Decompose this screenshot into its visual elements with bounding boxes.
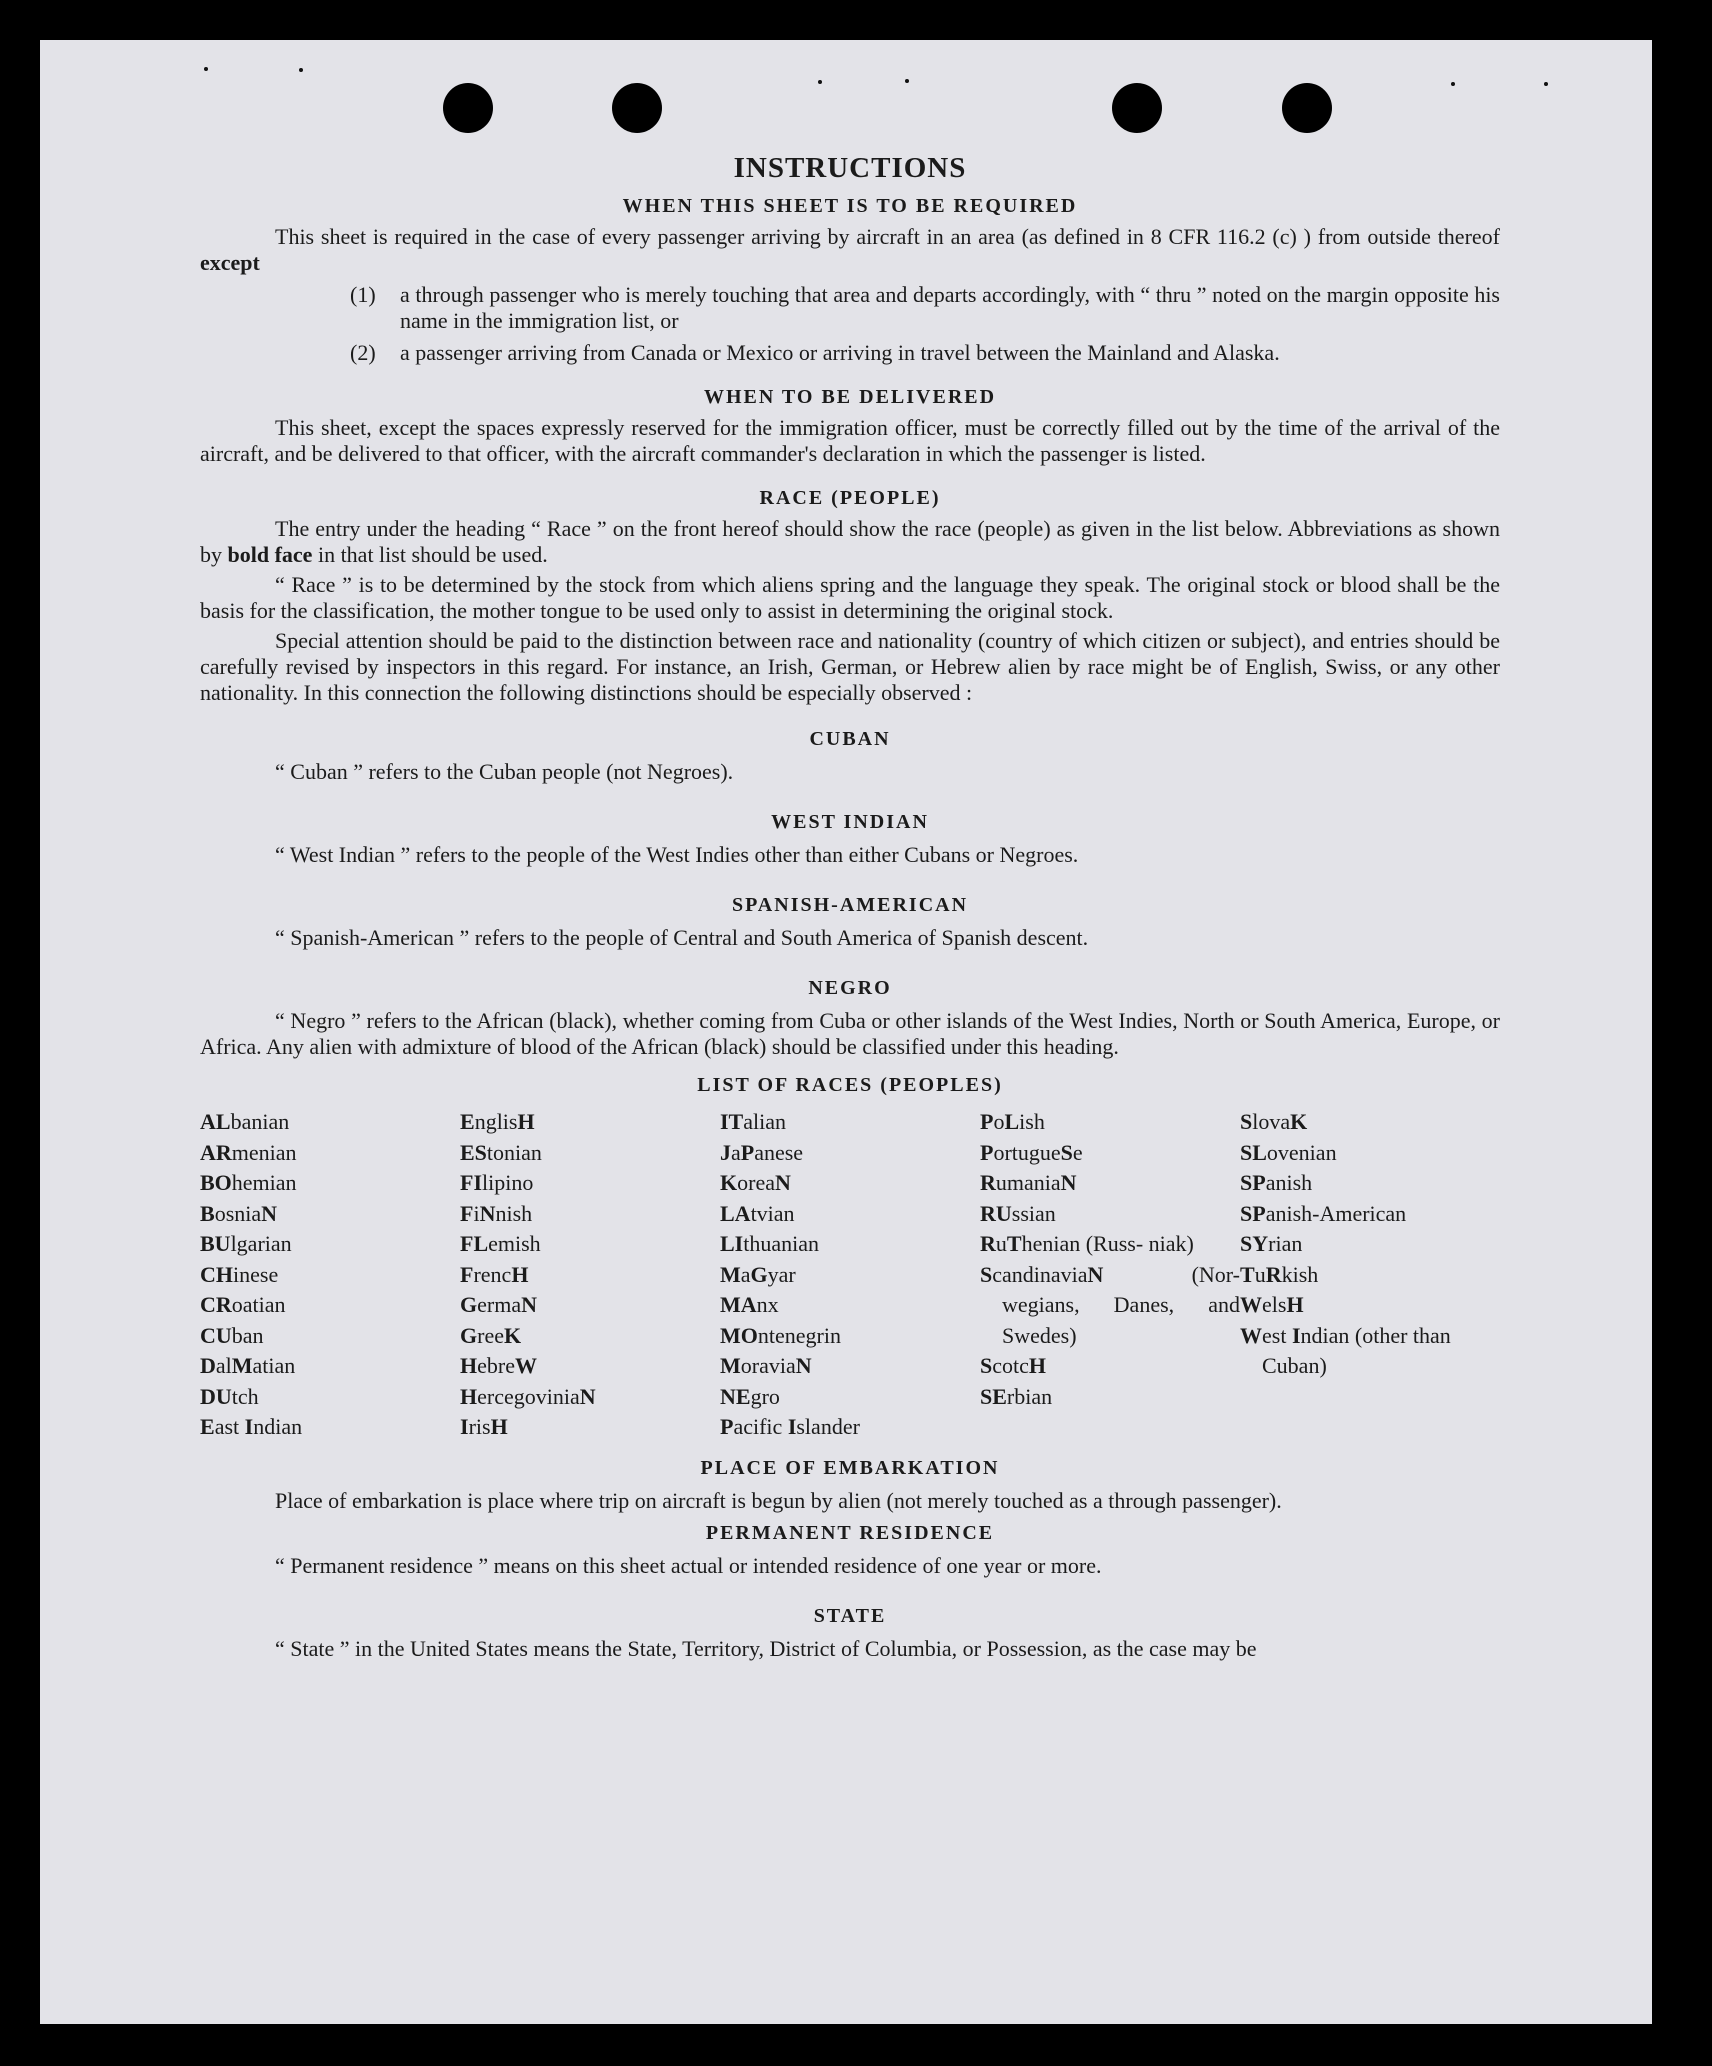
race-entry: LAtvian	[720, 1200, 795, 1226]
races-column	[460, 1107, 720, 1443]
race-entry: FLemish	[460, 1231, 541, 1256]
race-entry: ALbanian	[200, 1109, 290, 1134]
race-entry: SPanish	[1240, 1170, 1313, 1195]
speck	[1544, 82, 1548, 86]
punch-hole	[1282, 83, 1332, 133]
race-entry: KoreaN	[720, 1170, 791, 1195]
heading-cuban: CUBAN	[809, 728, 891, 750]
race-entry: RuThenian (Russ- niak)	[980, 1231, 1194, 1256]
heading-west-indian: WEST INDIAN	[771, 811, 929, 833]
race-entry: Pacific Islander	[720, 1414, 860, 1439]
heading-required: WHEN THIS SHEET IS TO BE REQUIRED	[622, 195, 1078, 217]
instruction-sheet	[40, 40, 1652, 2024]
speck	[1451, 82, 1455, 86]
race-entry: FiNnish	[460, 1200, 533, 1226]
race-entry: MoraviaN	[720, 1353, 812, 1378]
speck	[905, 79, 909, 83]
page-title: INSTRUCTIONS	[733, 152, 967, 184]
paragraph-permanent-residence: “ Permanent residence ” means on this sheet actual or intended residence of one year or more.	[275, 1552, 1102, 1578]
race-entry: RumaniaN	[980, 1170, 1077, 1195]
races-column	[200, 1107, 460, 1443]
races-column	[1240, 1107, 1500, 1443]
race-entry: CHinese	[200, 1261, 279, 1287]
race-entry: HebreW	[460, 1353, 537, 1378]
race-entry: PoLish	[980, 1109, 1045, 1134]
paragraph-delivered: This sheet, except the spaces expressly reserved for the immigration officer, must be correctly filled out by the time of the arrival of the aircraft, and be delivered to that officer, with the aircraft commander's declaration in which the passenger is listed.	[200, 415, 1500, 466]
race-entry: SYrian	[1240, 1231, 1303, 1256]
race-entry: SPanish-American	[1240, 1200, 1407, 1226]
heading-state: STATE	[813, 1604, 887, 1627]
race-entry: FIlipino	[460, 1170, 534, 1195]
heading-list-of-races: LIST OF RACES (PEOPLES)	[697, 1074, 1003, 1096]
paragraph-race-2: “ Race ” is to be determined by the stock from which aliens spring and the language they speak. The original stock or blood shall be the basis for the classification, the mother tongue to be used only to assist in determining the original stock.	[200, 572, 1500, 623]
race-entry: JaPanese	[720, 1139, 804, 1165]
heading-spanish-american: SPANISH-AMERICAN	[731, 894, 969, 916]
race-entry: PortugueSe	[980, 1139, 1083, 1165]
race-entry: West Indian (other than Cuban)	[1240, 1322, 1451, 1378]
race-entry: RUssian	[980, 1200, 1056, 1226]
race-entry: BosniaN	[200, 1200, 278, 1226]
races-column	[980, 1107, 1240, 1443]
exception-item: (1) a through passenger who is merely touching that area and departs accordingly, with “ thru ” noted on the margin opposite his name in the immigration list, or	[350, 282, 1500, 333]
races-table	[200, 1107, 1500, 1443]
paragraph-cuban: “ Cuban ” refers to the Cuban people (not Negroes).	[275, 759, 734, 784]
heading-delivered: WHEN TO BE DELIVERED	[703, 386, 997, 408]
race-entry: BUlgarian	[200, 1231, 292, 1256]
race-entry: East Indian	[200, 1414, 303, 1439]
race-entry: ScandinaviaN (Nor- wegians, Danes, and Swedes)	[980, 1261, 1240, 1348]
paragraph-race-1: The entry under the heading “ Race ” on the front hereof should show the race (people) as given in the list below. Abbreviations as shown by bold face in that list should be used.	[200, 516, 1500, 567]
race-entry: GermaN	[460, 1292, 537, 1317]
races-column	[720, 1107, 980, 1443]
race-entry: CUban	[200, 1322, 264, 1348]
exception-item: (2) a passenger arriving from Canada or Mexico or arriving in travel between the Mainland and Alaska.	[350, 340, 1280, 365]
race-entry: EStonian	[460, 1139, 542, 1165]
race-entry: IrisH	[460, 1414, 508, 1439]
race-entry: ScotcH	[980, 1353, 1047, 1378]
punch-hole	[1112, 83, 1162, 133]
paragraph-negro: “ Negro ” refers to the African (black), whether coming from Cuba or other islands of the West Indies, North or South America, Europe, or Africa. Any alien with admixture of blood of the African (black) should be classified under this heading.	[200, 1008, 1500, 1059]
exceptions-list	[350, 282, 1500, 366]
race-entry: GreeK	[460, 1322, 522, 1348]
race-entry: MaGyar	[720, 1261, 796, 1287]
race-entry: HercegoviniaN	[460, 1383, 596, 1409]
race-entry: LIthuanian	[720, 1231, 820, 1256]
paragraph-west-indian: “ West Indian ” refers to the people of the West Indies other than either Cubans or Negroes.	[275, 842, 1079, 867]
heading-negro: NEGRO	[808, 977, 892, 999]
race-entry: TuRkish	[1240, 1261, 1319, 1287]
punch-hole	[443, 83, 493, 133]
race-entry: SlovaK	[1240, 1109, 1308, 1134]
race-entry: BOhemian	[200, 1170, 297, 1195]
race-entry: DalMatian	[200, 1353, 296, 1378]
race-entry: FrencH	[460, 1261, 529, 1287]
speck	[818, 80, 822, 84]
speck	[299, 68, 303, 72]
heading-permanent-residence: PERMANENT RESIDENCE	[705, 1521, 995, 1544]
punch-hole	[612, 83, 662, 133]
paragraph-state: “ State ” in the United States means the State, Territory, District of Columbia, or Possession, as the case may be	[275, 1635, 1257, 1661]
race-entry: ARmenian	[200, 1139, 297, 1165]
paragraph-required: This sheet is required in the case of every passenger arriving by aircraft in an area (as defined in 8 CFR 116.2 (c) ) from outside thereof except	[200, 224, 1500, 275]
sheet-content	[200, 152, 1500, 1662]
race-entry: DUtch	[200, 1383, 259, 1409]
speck	[204, 67, 208, 71]
paragraph-race-3: Special attention should be paid to the distinction between race and nationality (country of which citizen or subject), and entries should be carefully revised by inspectors in this regard. For instance, an Irish, German, or Hebrew alien by race might be of English, Swiss, or any other nationality. In this connection the following distinctions should be especially observed :	[200, 628, 1500, 705]
race-entry: EnglisH	[460, 1109, 535, 1134]
race-entry: SLovenian	[1240, 1139, 1337, 1165]
race-entry: WelsH	[1240, 1292, 1304, 1317]
race-entry: CRoatian	[200, 1292, 286, 1317]
heading-race: RACE (PEOPLE)	[759, 487, 941, 509]
paragraph-embarkation: Place of embarkation is place where trip on aircraft is begun by alien (not merely touched as a through passenger).	[275, 1487, 1282, 1513]
race-entry: MOntenegrin	[720, 1322, 841, 1348]
race-entry: ITalian	[720, 1109, 787, 1134]
race-entry: NEgro	[720, 1383, 780, 1409]
heading-embarkation: PLACE OF EMBARKATION	[700, 1456, 1000, 1479]
race-entry: MAnx	[720, 1292, 779, 1317]
paragraph-spanish-american: “ Spanish-American ” refers to the people of Central and South America of Spanish descent.	[275, 925, 1089, 950]
race-entry: SErbian	[980, 1383, 1053, 1409]
